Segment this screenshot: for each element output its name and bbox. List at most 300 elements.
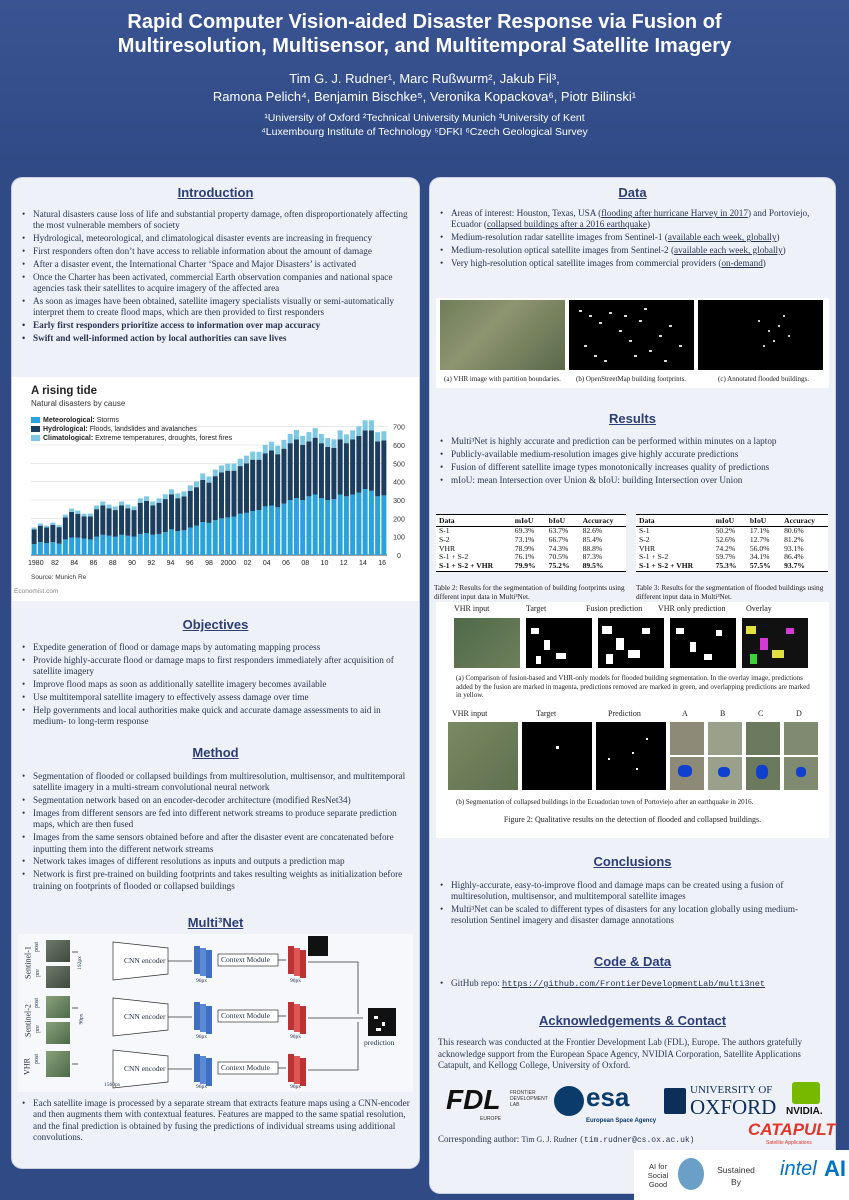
vhr-post-thumbnail xyxy=(46,1051,70,1077)
table-cell: 17.1% xyxy=(749,526,770,535)
bar-1 xyxy=(94,509,99,537)
bar-2 xyxy=(94,506,99,510)
bar-0 xyxy=(238,514,243,555)
table-cell: 75.2% xyxy=(546,562,580,571)
bar-1 xyxy=(32,529,37,544)
bar-2 xyxy=(338,430,343,439)
ctx-size-2: 96px xyxy=(290,1034,301,1040)
fig-b-crop-d xyxy=(784,722,818,755)
table-cell: 63.7% xyxy=(548,526,569,535)
table-cell: S-1 + S-2 + VHR xyxy=(436,562,512,571)
bar-1 xyxy=(100,506,105,535)
chart-subtitle: Natural disasters by cause xyxy=(31,399,126,408)
bar-1 xyxy=(225,471,230,518)
vhr-image xyxy=(440,300,565,370)
bar-2 xyxy=(356,426,361,436)
context-label-3: Context Module xyxy=(221,1063,270,1072)
intro-item: • Swift and well-informed action by local authorities can save lives xyxy=(22,333,412,344)
table-building-footprints xyxy=(436,514,626,572)
s2-size-label: 96px xyxy=(78,1013,85,1025)
x-tick-label: 12 xyxy=(339,560,348,567)
bar-2 xyxy=(125,505,130,509)
bar-2 xyxy=(300,436,305,445)
poster-title xyxy=(0,10,849,58)
globe-icon xyxy=(678,1158,704,1190)
red-stacks xyxy=(288,946,306,1086)
oxford-line-2: OXFORD xyxy=(690,1095,777,1119)
bar-2 xyxy=(188,485,193,491)
bar-2 xyxy=(69,509,74,512)
bar-0 xyxy=(344,496,349,555)
x-tick-label: 82 xyxy=(51,560,59,567)
bar-0 xyxy=(269,506,274,556)
bar-1 xyxy=(213,476,218,520)
table-cell: S-1 xyxy=(639,526,650,535)
bar-0 xyxy=(188,528,193,556)
bar-1 xyxy=(356,436,361,493)
bar-1 xyxy=(182,496,187,530)
bar-0 xyxy=(144,533,149,555)
x-tick-label: 08 xyxy=(301,560,310,567)
title-line-2: Multiresolution, Multisensor, and Multitemporal Satellite Imagery xyxy=(117,35,732,57)
result-item: • Publicly-available medium-resolution images give highly accurate predictions xyxy=(440,449,828,460)
bar-0 xyxy=(369,491,374,555)
esa-subtext: European Space Agency xyxy=(586,1118,657,1124)
bar-2 xyxy=(381,431,386,440)
context-label-1: Context Module xyxy=(221,955,270,964)
bar-0 xyxy=(69,538,74,555)
fig-a-caption: (a) Comparison of fusion-based and VHR-only models for flooded building segmentation. In the overlay image, predictions added by the fusion are marked in magenta, predictions removed are marked in green, and overlapping predictions are marked in yellow. xyxy=(456,674,810,699)
data-item: • Medium-resolution radar satellite images from Sentinel-1 (available each week, globally) xyxy=(440,232,828,243)
introduction-list xyxy=(22,209,412,346)
vhr-post-label: post xyxy=(34,1053,41,1065)
bar-1 xyxy=(188,491,193,528)
fig-b-header: Target xyxy=(536,709,557,718)
oxford-crest-icon xyxy=(664,1088,686,1114)
table-row xyxy=(636,562,828,571)
bar-0 xyxy=(281,504,286,555)
bar-0 xyxy=(375,496,380,555)
esa-logo: esa xyxy=(586,1082,630,1112)
bar-2 xyxy=(281,440,286,449)
bar-2 xyxy=(238,459,243,466)
y-tick-label: 200 xyxy=(393,516,405,524)
bar-1 xyxy=(107,508,112,536)
fig-b-crop-c xyxy=(746,722,780,755)
github-link[interactable]: https://github.com/FrontierDevelopmentLab/multi3net xyxy=(502,979,766,989)
bar-0 xyxy=(100,535,105,555)
s2-pre-label: pre xyxy=(34,1025,41,1033)
table-cell: VHR xyxy=(439,543,456,553)
bar-2 xyxy=(319,434,324,443)
fig-b-pred-b xyxy=(708,757,742,790)
x-tick-label: 98 xyxy=(205,560,213,567)
bar-2 xyxy=(88,514,93,517)
bar-0 xyxy=(175,531,180,555)
bar-2 xyxy=(169,489,174,494)
authors-line-1: Tim G. J. Rudner¹, Marc Rußwurm², Jakub Fil³, xyxy=(289,71,560,86)
table-cell: 74.2% xyxy=(715,543,736,553)
ctx-size-3: 96px xyxy=(290,1084,301,1090)
ack-text: This research was conducted at the Frontier Development Lab (FDL), Europe. The authors gratefully acknowledge support from the European Space Agency, NVIDIA Corporation, Satellite Applications Catapult, and Kellogg College, University of Oxford. xyxy=(438,1037,802,1070)
fig-b-prediction xyxy=(596,722,666,790)
table-cell: 69.3% xyxy=(514,526,535,535)
s1-post-thumbnail xyxy=(46,940,70,962)
catapult-subtext: Satellite Applications xyxy=(766,1140,812,1146)
bar-2 xyxy=(63,515,68,518)
multi3net-diagram xyxy=(18,934,413,1092)
vhr-size-label: 1560px xyxy=(104,1082,121,1088)
bar-2 xyxy=(244,456,249,464)
table-cell: S-2 xyxy=(439,534,450,544)
results-list xyxy=(440,436,828,488)
code-heading: Code & Data xyxy=(593,954,672,969)
fig-b-header: C xyxy=(758,709,764,718)
s1-pre-label: pre xyxy=(34,969,41,977)
table-cell: 76.1% xyxy=(514,552,535,562)
intro-item: • Early first responders prioritize access to information over map accuracy xyxy=(22,320,412,331)
bar-0 xyxy=(107,536,112,555)
x-tick-label: 92 xyxy=(147,560,156,567)
bar-1 xyxy=(132,510,137,537)
bar-1 xyxy=(157,503,162,534)
data-list xyxy=(440,208,828,271)
bar-2 xyxy=(225,464,230,471)
bar-1 xyxy=(38,526,43,543)
nvidia-eye-icon xyxy=(792,1082,820,1104)
ctx-size-1: 96px xyxy=(290,978,301,984)
table-header-cell: mIoU xyxy=(512,515,546,527)
bar-2 xyxy=(38,523,43,525)
bar-0 xyxy=(63,539,68,555)
s1-pre-thumbnail xyxy=(46,966,70,988)
table-cell: VHR xyxy=(639,543,656,553)
bar-2 xyxy=(350,430,355,439)
data-link[interactable]: available each week, globally xyxy=(667,232,777,243)
bar-0 xyxy=(306,496,311,555)
bar-0 xyxy=(363,489,368,555)
chart-legend xyxy=(31,417,232,444)
bar-0 xyxy=(300,500,305,555)
prediction-label: prediction xyxy=(364,1038,395,1047)
bar-0 xyxy=(119,535,124,555)
table-cell: 78.9% xyxy=(514,543,535,553)
s1-post-label: post xyxy=(34,941,41,953)
bar-0 xyxy=(113,537,118,555)
bar-1 xyxy=(269,451,274,506)
bar-0 xyxy=(294,498,299,555)
bar-2 xyxy=(231,464,236,471)
intro-item: • First responders often don’t have access to reliable information about the amount of damage xyxy=(22,246,412,257)
fig-b-pred-a xyxy=(670,757,704,790)
esa-globe-icon xyxy=(554,1086,584,1116)
y-tick-label: 600 xyxy=(393,443,405,450)
fig-b-crop-a xyxy=(670,722,704,755)
bar-1 xyxy=(338,440,343,495)
bar-2 xyxy=(250,452,255,460)
intro-item: • Hydrological, meteorological, and climatological disaster events are increasing in frequency xyxy=(22,233,412,244)
fig-a-fusion-prediction xyxy=(598,618,664,668)
bar-0 xyxy=(44,543,49,555)
multi3net-heading: Multi³Net xyxy=(187,915,244,930)
bar-0 xyxy=(350,495,355,556)
bar-1 xyxy=(275,454,280,507)
bar-0 xyxy=(319,498,324,555)
method-item: • Network is first pre-trained on building footprints and takes resulting weights as initialization before training on footprints of flooded or collapsed buildings xyxy=(22,869,412,892)
table-row xyxy=(436,562,626,571)
table-cell: S-1 + S-2 xyxy=(639,552,669,562)
bar-2 xyxy=(157,498,162,502)
bar-1 xyxy=(194,487,199,525)
bar-2 xyxy=(163,494,168,499)
x-tick-label: 88 xyxy=(108,560,117,567)
method-item: • Segmentation of flooded or collapsed buildings from multiresolution, multisensor, and multitemporal satellite imagery in a multi-stream convolutional neural network xyxy=(22,771,412,794)
bar-2 xyxy=(75,511,80,514)
bar-1 xyxy=(250,460,255,511)
bar-0 xyxy=(194,526,199,555)
objective-item: • Use multitemporal satellite imagery to effectively assess damage over time xyxy=(22,692,412,703)
table-cell: S-1 + S-2 + VHR xyxy=(636,562,713,571)
table-cell: 70.5% xyxy=(548,552,569,562)
fig-b-header: A xyxy=(682,709,688,718)
bar-0 xyxy=(125,536,130,555)
table-cell: 74.3% xyxy=(548,543,569,553)
table-header-cell: Data xyxy=(636,515,713,527)
sustained-by-box xyxy=(634,1150,849,1200)
intel-ai-logo: AI xyxy=(824,1156,846,1181)
feature-stacks xyxy=(194,946,212,1086)
bar-2 xyxy=(263,445,268,453)
intro-item: • After a disaster event, the International Charter ‘Space and Major Disasters’ is activated xyxy=(22,259,412,270)
conclusions-heading: Conclusions xyxy=(593,854,672,869)
left-column xyxy=(12,178,419,1168)
bar-0 xyxy=(244,513,249,555)
bar-2 xyxy=(82,514,87,517)
bar-0 xyxy=(331,499,336,555)
bar-0 xyxy=(182,530,187,555)
bar-1 xyxy=(238,466,243,514)
bar-1 xyxy=(69,512,74,538)
author-list xyxy=(0,70,849,106)
conclusions-list xyxy=(440,880,828,928)
data-figure xyxy=(436,298,829,388)
fig-a-header: Fusion prediction xyxy=(586,604,643,613)
s1-size-label: 192px xyxy=(76,956,83,970)
bar-2 xyxy=(306,432,311,441)
bar-1 xyxy=(163,499,168,532)
data-fig-caption-c: (c) Annotated flooded buildings. xyxy=(718,375,809,383)
bar-1 xyxy=(281,449,286,504)
bar-1 xyxy=(169,495,174,530)
bar-0 xyxy=(50,542,55,555)
x-tick-label: 96 xyxy=(185,560,194,567)
method-list xyxy=(22,771,412,894)
fdl-subtext: FRONTIER DEVELOPMENT LAB xyxy=(510,1090,548,1108)
bar-0 xyxy=(75,538,80,555)
bar-0 xyxy=(57,544,62,555)
bar-1 xyxy=(138,503,143,534)
bar-2 xyxy=(175,493,180,498)
table3-caption: Table 3: Results for the segmentation of flooded buildings using different input data in Multi³Net. xyxy=(636,583,824,601)
fig-b-header: VHR input xyxy=(452,709,488,718)
multi3net-note-list xyxy=(22,1098,412,1145)
table-cell: 57.5% xyxy=(747,562,781,571)
table-cell: 75.3% xyxy=(713,562,747,571)
nvidia-logo: NVIDIA. xyxy=(786,1106,823,1117)
bar-0 xyxy=(219,518,224,555)
bar-2 xyxy=(369,420,374,430)
bar-0 xyxy=(88,539,93,555)
data-link[interactable]: on-demand xyxy=(721,257,763,268)
bar-0 xyxy=(356,493,361,555)
fig-b-target xyxy=(522,722,592,790)
context-label-2: Context Module xyxy=(221,1011,270,1020)
objective-item: • Help governments and local authorities make quick and accurate damage assessments to aid in medium- to long-term response xyxy=(22,705,412,728)
bar-0 xyxy=(213,520,218,555)
bar-0 xyxy=(256,510,261,555)
y-tick-label: 500 xyxy=(393,461,405,469)
bar-2 xyxy=(194,481,199,487)
result-item: • Multi³Net is highly accurate and prediction can be performed within minutes on a laptop xyxy=(440,436,828,447)
right-column xyxy=(430,178,835,1193)
contact-line: Corresponding author: Tim G. J. Rudner (tim.rudner@cs.ox.ac.uk) xyxy=(438,1134,695,1145)
chart-title: A rising tide xyxy=(31,385,98,397)
github-item: • GitHub repo: https://github.com/FrontierDevelopmentLab/multi3net xyxy=(440,978,828,990)
catapult-logo: CATAPULT xyxy=(748,1120,836,1139)
data-link[interactable]: collapsed buildings after a 2016 earthquake xyxy=(486,219,647,230)
bar-1 xyxy=(44,528,49,544)
bar-0 xyxy=(263,506,268,555)
objectives-list xyxy=(22,642,412,729)
data-link[interactable]: flooding after hurricane Harvey in 2017 xyxy=(601,208,748,218)
bar-2 xyxy=(213,470,218,477)
bar-2 xyxy=(363,420,368,430)
s2-post-label: post xyxy=(34,997,41,1009)
fig-a-header: VHR input xyxy=(454,604,490,613)
table-cell: 79.9% xyxy=(512,562,546,571)
y-tick-label: 0 xyxy=(397,553,401,560)
intro-item: • Once the Charter has been activated, commercial Earth observation companies and national space agencies task their satellites to acquire imagery of the affected area xyxy=(22,272,412,295)
chart-svg xyxy=(12,377,419,601)
bar-0 xyxy=(207,523,212,555)
osm-footprints-image xyxy=(569,300,694,370)
encoder-label-3: CNN encoder xyxy=(124,1064,166,1073)
authors-line-2: Ramona Pelich⁴, Benjamin Bischke⁵, Veronika Kopackova⁶, Piotr Bilinski¹ xyxy=(212,89,637,104)
bar-0 xyxy=(225,517,230,555)
bar-1 xyxy=(319,443,324,498)
contact-email[interactable]: (tim.rudner@cs.ox.ac.uk) xyxy=(579,1136,695,1145)
x-tick-label: 06 xyxy=(282,560,290,567)
bar-1 xyxy=(300,445,305,500)
bar-1 xyxy=(244,463,249,513)
title-line-1: Rapid Computer Vision-aided Disaster Response via Fusion of xyxy=(127,11,722,33)
table-cell: 66.7% xyxy=(548,534,569,544)
y-tick-label: 400 xyxy=(393,479,405,487)
x-tick-label: 1980 xyxy=(28,560,44,567)
bar-1 xyxy=(344,443,349,496)
data-heading: Data xyxy=(618,185,647,200)
sentinel2-label: Sentinel-2 xyxy=(23,1004,33,1037)
table-cell: 89.5% xyxy=(580,562,626,571)
x-tick-label: 84 xyxy=(70,560,79,567)
bar-0 xyxy=(157,534,162,555)
objective-item: • Expedite generation of flood or damage maps by automating mapping process xyxy=(22,642,412,653)
objectives-heading: Objectives xyxy=(182,617,249,632)
fig-b-pred-c xyxy=(746,757,780,790)
x-tick-label: 02 xyxy=(243,560,252,567)
bar-0 xyxy=(288,500,293,555)
fig-a-vhr-only-prediction xyxy=(670,618,736,668)
legend-item-meteorological: Meteorological: Storms xyxy=(31,417,232,424)
vhr-label: VHR xyxy=(22,1058,32,1075)
chart-source: Source: Munich Re xyxy=(31,574,87,581)
x-tick-label: 86 xyxy=(89,560,98,567)
bar-1 xyxy=(50,525,55,542)
bar-0 xyxy=(275,507,280,555)
encoder-label-1: CNN encoder xyxy=(124,956,166,965)
bar-1 xyxy=(381,440,386,495)
bar-1 xyxy=(57,527,62,544)
data-item: • Areas of interest: Houston, Texas, USA (flooding after hurricane Harvey in 2017) and Portoviejo, Ecuador (collapsed buildings after a 2016 earthquake) xyxy=(440,208,828,231)
fig-b-header: B xyxy=(720,709,726,718)
table-header-cell: Data xyxy=(436,515,512,527)
method-item: • Images from different sensors are fed into different network streams to produce separate prediction maps, which are then fused xyxy=(22,808,412,831)
method-heading: Method xyxy=(192,745,239,760)
table-cell: 93.7% xyxy=(781,562,828,571)
table-header-cell: bIoU xyxy=(747,515,781,527)
bar-2 xyxy=(269,442,274,451)
bar-1 xyxy=(75,514,80,538)
conclusion-item: • Highly-accurate, easy-to-improve flood and damage maps can be created using a fusion of multiresolution, multisensor, and multitemporal satellite images xyxy=(440,880,828,903)
bar-1 xyxy=(325,447,330,500)
multi3net-note: • Each satellite image is processed by a separate stream that extracts feature maps using a CNN-encoder and then augments them with contextual features. Features are mapped to the same spatial resolution, and the final prediction is obtained by fusing the predictions of individual streams using additional convolutions. xyxy=(22,1098,412,1143)
y-tick-label: 300 xyxy=(393,498,405,505)
sustained-by-label: Sustained By xyxy=(717,1165,755,1187)
objective-item: • Provide highly-accurate flood or damage maps to first responders immediately after acquisition of satellite imagery xyxy=(22,655,412,678)
table2-caption: Table 2: Results for the segmentation of building footprints using different input data in Multi³Net. xyxy=(434,583,625,601)
bar-2 xyxy=(107,505,112,509)
bar-0 xyxy=(325,500,330,555)
data-item: • Medium-resolution optical satellite images from Sentinel-2 (available each week, globally) xyxy=(440,245,828,256)
disasters-chart xyxy=(12,377,419,601)
bar-1 xyxy=(119,506,124,535)
table-cell: 87.3% xyxy=(582,552,603,562)
legend-item-hydrological: Hydrological: Floods, landslides and avalanches xyxy=(31,426,232,433)
bar-0 xyxy=(150,535,155,555)
bar-0 xyxy=(82,539,87,556)
bar-1 xyxy=(363,430,368,489)
table-cell: 81.2% xyxy=(784,534,804,544)
code-list xyxy=(440,978,828,992)
table-cell: 80.6% xyxy=(784,526,804,535)
table-cell: S-1 xyxy=(439,526,450,535)
bar-2 xyxy=(294,430,299,440)
table-header-cell: bIoU xyxy=(546,515,580,527)
result-item: • Fusion of different satellite image types monotonically increases quality of predictions xyxy=(440,462,828,473)
bar-0 xyxy=(381,495,386,555)
bar-1 xyxy=(369,430,374,490)
bar-1 xyxy=(231,471,236,517)
figure-2-caption: Figure 2: Qualitative results on the detection of flooded and collapsed buildings. xyxy=(503,815,762,824)
bar-2 xyxy=(182,491,187,496)
results-figure xyxy=(436,602,829,838)
data-item: • Very high-resolution optical satellite images from commercial providers (on-demand) xyxy=(440,258,828,269)
bar-1 xyxy=(306,441,311,496)
bar-1 xyxy=(288,443,293,500)
data-link[interactable]: available each week, globally xyxy=(674,245,783,256)
table-cell: 93.1% xyxy=(784,543,804,553)
bar-2 xyxy=(138,498,143,502)
